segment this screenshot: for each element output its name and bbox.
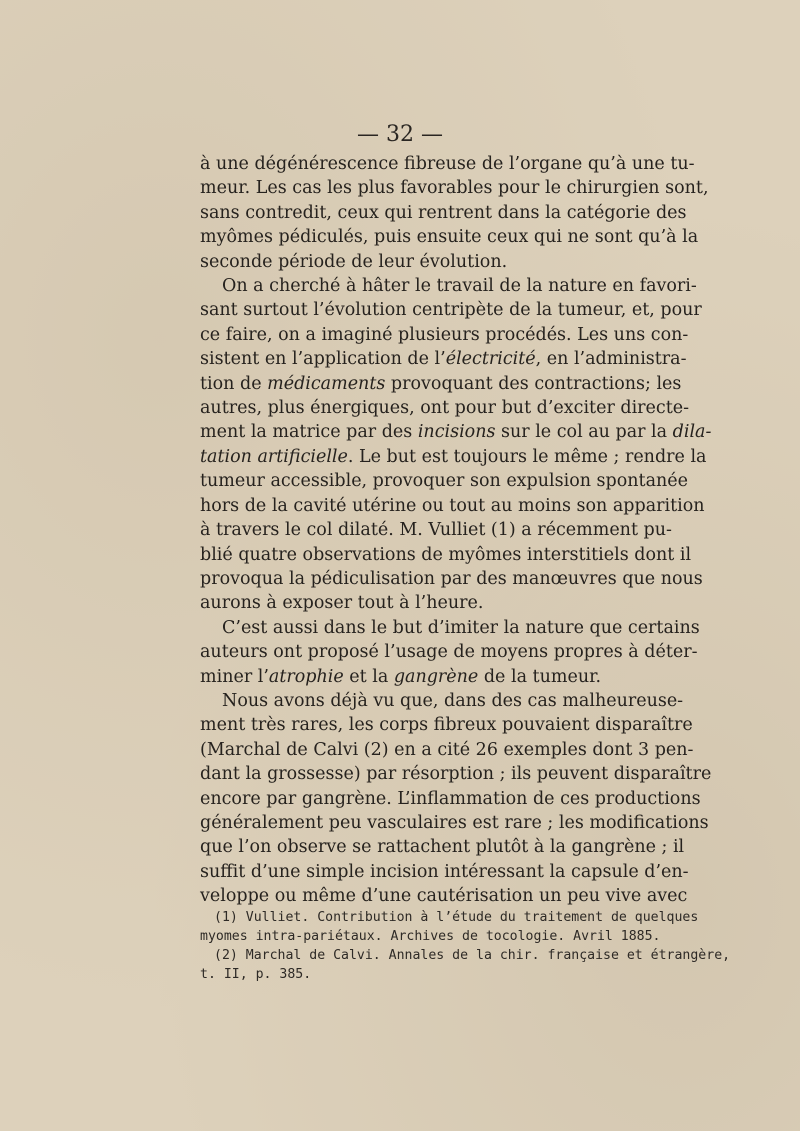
paragraph <box>200 152 709 274</box>
text-line: ment très rares, les corps fibreux pouvaient disparaître <box>200 715 693 736</box>
text-line: C’est aussi dans le but d’imiter la nature que certains <box>222 617 700 638</box>
italic-term: médicaments <box>267 373 386 394</box>
text-line: dant la grossesse) par résorption ; ils peuvent disparaître <box>200 764 712 785</box>
italic-term: gangrène <box>393 666 479 687</box>
footnote-line: (2) Marchal de Calvi. Annales de la chir. française et étrangère, <box>214 948 731 963</box>
italic-term: incisions <box>417 422 496 443</box>
footnote <box>200 946 731 984</box>
text-line: sant surtout l’évolution centripète de la tumeur, et, pour <box>200 300 702 321</box>
text-line: meur. Les cas les plus favorables pour le chirurgien sont, <box>200 178 709 199</box>
footnote-line: myomes intra-pariétaux. Archives de tocologie. Avril 1885. <box>200 929 661 944</box>
text-line: tation artificielle. Le but est toujours le même ; rendre la <box>200 446 707 467</box>
italic-term: tation artificielle <box>200 446 348 467</box>
text-line: provoqua la pédiculisation par des manœuvres que nous <box>200 568 703 589</box>
text-line: suffit d’une simple incision intéressant la capsule d’en- <box>200 861 689 882</box>
footnote-line: (1) Vulliet. Contribution à l’étude du traitement de quelques <box>214 910 699 925</box>
paragraph <box>200 689 712 909</box>
text-line: à une dégénérescence fibreuse de l’organe qu’à une tu- <box>200 154 695 174</box>
footnotes <box>200 908 731 984</box>
text-line: seconde période de leur évolution. <box>200 251 508 272</box>
text-line: blié quatre observations de myômes interstitiels dont il <box>200 544 692 565</box>
text-line: (Marchal de Calvi (2) en a cité 26 exemples dont 3 pen- <box>200 739 694 760</box>
text-line: ce faire, on a imaginé plusieurs procédés. Les uns con- <box>200 324 689 345</box>
italic-term: électricité <box>445 349 536 370</box>
text-line: aurons à exposer tout à l’heure. <box>200 593 484 614</box>
italic-term: atrophie <box>268 666 344 687</box>
page-number: — 32 — <box>357 122 443 147</box>
text-line: myômes pédiculés, puis ensuite ceux qui ne sont qu’à la <box>200 227 699 248</box>
text-line: On a cherché à hâter le travail de la nature en favori- <box>222 276 697 297</box>
text-line: sans contredit, ceux qui rentrent dans la catégorie des <box>200 202 687 223</box>
text-line: à travers le col dilaté. M. Vulliet (1) a récemment pu- <box>200 520 672 541</box>
paragraph <box>200 616 700 689</box>
body-text <box>200 152 712 909</box>
footnote <box>200 908 699 946</box>
footnote-line: t. II, p. 385. <box>200 967 312 982</box>
text-line: auteurs ont proposé l’usage de moyens propres à déter- <box>200 642 698 663</box>
text-line: Nous avons déjà vu que, dans des cas malheureuse- <box>222 690 684 711</box>
text-line: ment la matrice par des incisions sur le col au par la dila- <box>200 422 712 443</box>
text-line: généralement peu vasculaires est rare ; les modifications <box>200 812 709 833</box>
italic-term: dila- <box>672 422 712 443</box>
text-line: encore par gangrène. L’inflammation de ces productions <box>200 788 701 809</box>
text-line: autres, plus énergiques, ont pour but d’exciter directe- <box>200 398 690 419</box>
text-line: tumeur accessible, provoquer son expulsion spontanée <box>200 471 689 492</box>
text-line: veloppe ou même d’une cautérisation un peu vive avec <box>200 886 688 907</box>
text-line: sistent en l’application de l’électricité, en l’administra- <box>200 349 687 370</box>
text-line: tion de médicaments provoquant des contractions; les <box>200 373 682 394</box>
text-line: hors de la cavité utérine ou tout au moins son apparition <box>200 495 705 516</box>
text-line: que l’on observe se rattachent plutôt à la gangrène ; il <box>200 837 685 858</box>
text-line: miner l’atrophie et la gangrène de la tumeur. <box>200 666 602 687</box>
paragraph <box>200 274 712 616</box>
